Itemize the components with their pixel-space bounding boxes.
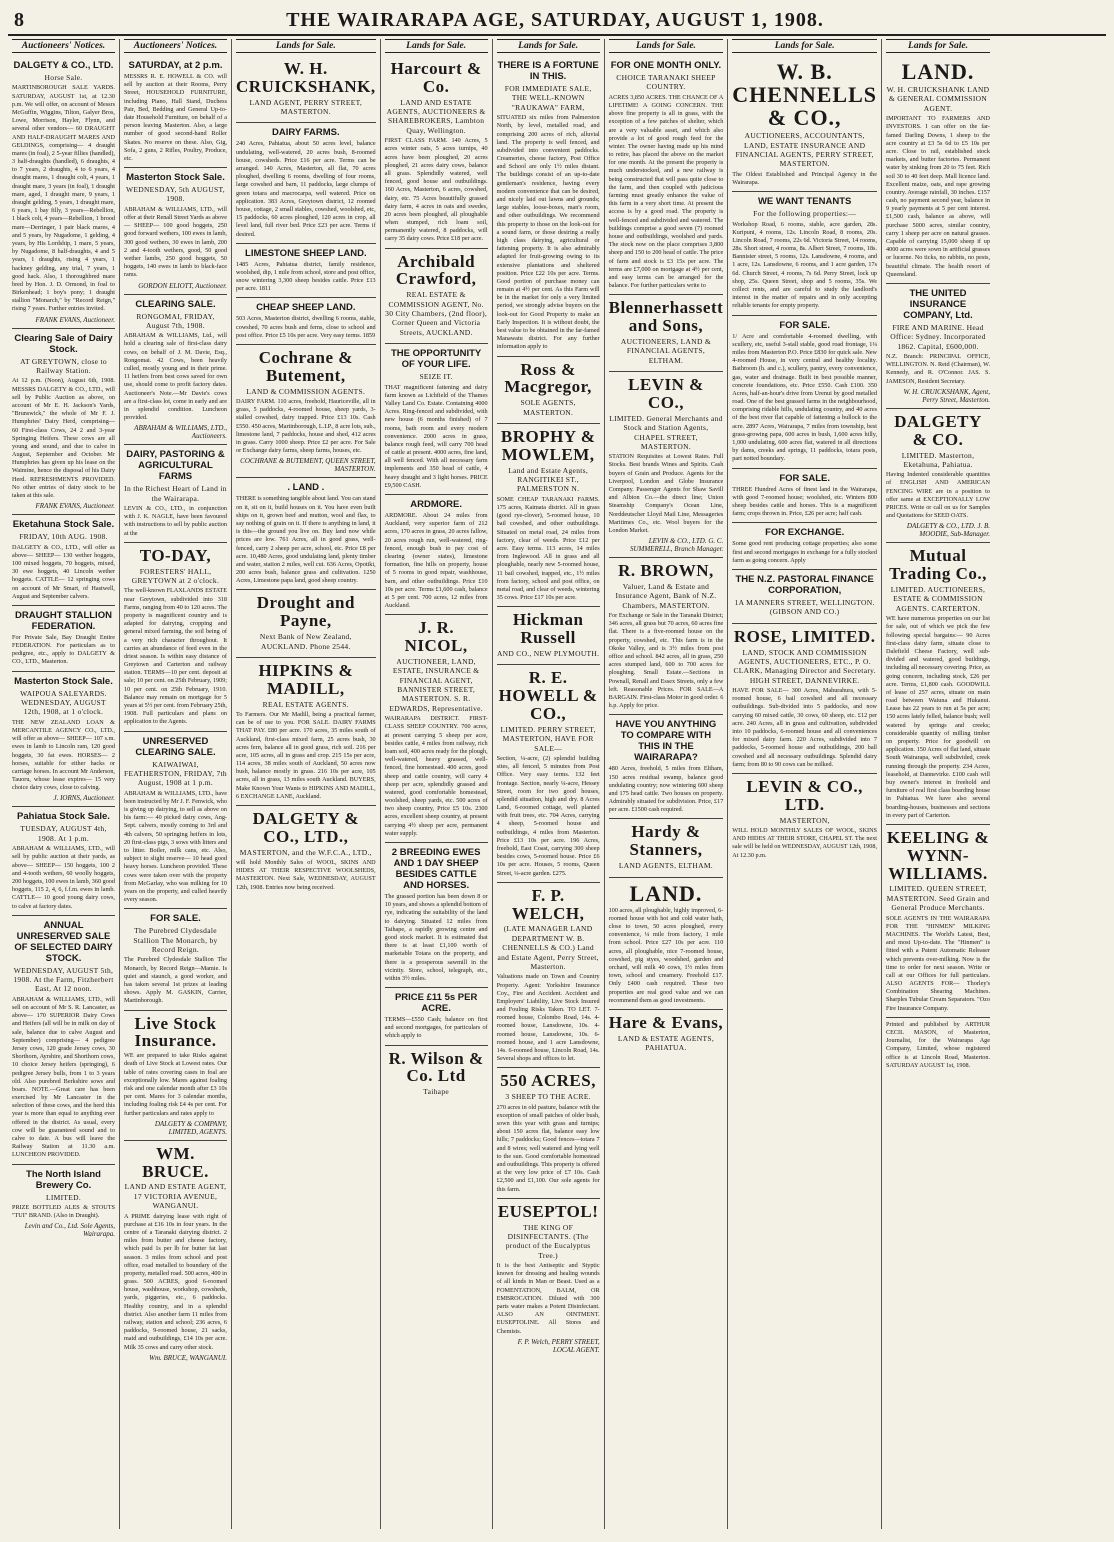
ad-body: IMPORTANT TO FARMERS AND INVESTORS. I can offer on the far-famed Darling Downs, 1 sheep to the acre country at £3 5s 6d to £5 10s per acre. Close to rail, established stock markets, and butter factories. Permanent water by sinking from 20 to 75 feet. Rich soil 30 to 40 feet deep. Mall licence land. Excellent maize, oats, and rape growing country. Average rainfall, 30 inches. £157 cash, no payment second year, balance in 9 yearly payments at 5 per cent interest. £1,500 cash, balance as above, will purchase 5000 acres, similar country, carry 1 sheep per acre on natural grasses. Capable of carrying 15,000 sheep if up 4000 acres were sown in artificial grasses or lucerne. No ticks, no rabbits, no pests, beautiful climate. The health resort of Queensland. (886, 115, 990, 278)
ad-subtitle: LIMITED. AUCTIONEERS, ESTATE & COMMISSION AGENTS. CARTERTON. (890, 585, 986, 613)
ad-body: 1485 Acres, Pahiatua district, family residence, woolshed, dip, 1 mile from school, store and post office, snow wintering 3,300 sheep besides cattle. Price £13 per acre. 1811 (235, 260, 376, 293)
column-3 (232, 39, 381, 1529)
ad-subtitle: The Purebred Clydesdale Stallion The Monarch, by Record Reign. (133, 926, 218, 955)
ad-signature: F. P. Welch, PERRY STREET, LOCAL AGENT. (517, 1337, 600, 1354)
ad-body: Section, ¼-acre, (2) splendid building sites, all fenced, 5 minutes from Post Office. Very easy terms. 132 feet frontage. Section, nearly ¼-acre, Hessey Street, room for two good houses, splendid situation, high and dry. 8 Acres Land, 6-roomed cottage, well planted with fruit trees, etc. 704 Acres, carrying 4 sheep, 5-roomed house and outbuildings, 4 miles from Masterton. Price £13 10s per acre. 196 Acres, freehold, East Coast, carrying 300 sheep besides cows, 5-roomed house. Price £6 10s per acre. Houses, 5 rooms, Queen Street, ¼-acre garden. £275. (496, 754, 600, 877)
advertisement (497, 883, 600, 1069)
advertisement (385, 249, 488, 345)
ad-title: Ross & Macgregor, (504, 359, 592, 397)
ad-body: ABRAHAM & WILLIAMS, LTD., have been instructed by Mr J. F. Fenwick, who is giving up dairying, to sell as above on his farm:— 40 picked dairy cows, Ang-Sept. calvers, mostly coming to 3rd and 4th calvers, 50 springing heifers in lots, 20 first-class pigs, 3 sows with litters and to litter. Boiler, milk cans, etc. Also, subject to slight reserve— 10 head good heavy horses. Luncheon provided. These cows were taken over with the property from McGarlay, who was milking for 10 years on the property, and culled heavily every season. (123, 789, 227, 904)
ad-subtitle: For the following properties:— (753, 209, 857, 219)
advertisement (732, 624, 877, 774)
ad-body: PRIZE BOTTLED ALES & STOUTS "TUI" BRAND. (Also in Draught). (12, 1203, 115, 1220)
ad-subtitle: LAND & COMMISSION AGENTS. (246, 386, 366, 396)
ad-body: LEVIN & CO., LTD., in conjunction with J. K. NAGLE, have been favoured with instructions to sell by public auction at the (123, 505, 227, 537)
ad-title: W. B. CHENNELLS & CO., (732, 59, 878, 131)
ad-subtitle: TUESDAY, AUGUST 4th, 1908. At 1 p.m. (20, 824, 107, 843)
ad-subtitle: WAIPOUA SALEYARDS. WEDNESDAY, AUGUST 12th, 1908, at 1 o'clock. (20, 688, 107, 717)
ad-title: J. R. NICOL, (404, 618, 468, 656)
advertisement (12, 916, 115, 1165)
ad-body: will hold Monthly Sales of WOOL, SKINS AND HIDES AT THEIR RESPECTIVE WOOLSHEDS, MASTERTON. Next Sale, WEDNESDAY, AUGUST 12th, 1908. Entries now being received. (235, 859, 376, 891)
ad-subtitle: WEDNESDAY, 5th AUGUST, 1908. (125, 185, 225, 204)
ad-subtitle: LIMITED. (45, 1192, 82, 1202)
column-heading: Auctioneers' Notices. (124, 39, 227, 53)
ad-subtitle: LIMITED. PERRY STREET, MASTERTON, HAVE FOR SALE— (500, 724, 596, 753)
ad-body: Some good rent producing cottage properties; also some first and second mortgages in exchange for a fully stocked farm as going concern. Apply (732, 540, 878, 564)
ad-subtitle: LAND AND ESTATE AGENTS, AUCTIONEERS & SHAREBROKERS, Lambton Quay, Wellington. (386, 97, 486, 135)
ad-title: KEELING & WYNN-WILLIAMS. (886, 827, 990, 883)
column-7 (728, 39, 882, 1529)
advertisement (732, 192, 877, 315)
ad-body: DAIRY FARM. 110 acres, freehold, Hauriceville, all in grass, 5 paddocks, 4-roomed house, sheep yards, 3-stalled cowshed, dairy trapped. Price £13 10s. Cash £550. 450 acres, Martinborough, L.I.P., 8 acre lots, sub., limestone land, 7 paddocks, house and shed, 412 acres in grass. Carry 1000 sheep. Price £2 per acre. For Sale or Exchange dairy farms, sheep farms, houses, etc. (235, 398, 376, 455)
advertisement (12, 606, 115, 672)
ad-title: EUSEPTOL! (497, 1201, 599, 1221)
ad-subtitle: MASTERTON, and the W.F.C.A., LTD., (239, 847, 372, 857)
advertisement (886, 284, 990, 409)
ad-title: FOR EXCHANGE. (765, 527, 845, 539)
ad-title: FOR SALE. (779, 472, 830, 484)
advertisement (124, 295, 227, 446)
ad-body: ABRAHAM & WILLIAMS, Ltd., will hold a clearing sale of first-class dairy cows, on behalf of J. M. Davie, Esq., Rongomai. 42 Cows, been heavily culled, mostly young and in their prime. 11 heifers from best cows saved for own use, should come to profit factory dates. Auctioneer's Note.—Mr Davie's cows are a first-class lot, come in early and are in splendid condition. Luncheon provided. (123, 332, 227, 422)
advertisement (732, 316, 877, 469)
advertisement (236, 345, 376, 478)
ad-subtitle: AT GREYTOWN, close to Railway Station. (20, 356, 107, 375)
ad-body: WILL HOLD MONTHLY SALES OF WOOL, SKINS AND HIDES AT THEIR STORE, CHAPEL ST. The next sale will be held on WEDNESDAY, AUGUST 12th, 1908, At 12.30 p.m. (732, 826, 878, 859)
ad-title: CHEAP SHEEP LAND. (256, 302, 356, 314)
ad-title: Blennerhassett and Sons, (608, 298, 724, 336)
advertisement (609, 715, 724, 819)
ad-title: Cochrane & Butement, (258, 348, 353, 385)
advertisement (385, 344, 488, 495)
ad-body: Printed and published by ARTHUR CECIL MASON, of Masterton, Journalist, for the Wairarapa Age Company, Limited, whose registered office is at Lincoln Road, Masterton. SATURDAY AUGUST 1st, 1908. (886, 1020, 990, 1069)
advertisement (124, 909, 227, 1010)
advertisement (609, 819, 724, 877)
ad-body: STATION Requisites at Lowest Rates. Full Stocks. Best brands Wines and Spirits. Cash buyers of Grain and Produce. Agents for the Liverpool, London and Globe Insurance Company. Passenger Agents for Shaw Savill and Albion Co.—the direct line; Union Steamship Company's Ocean Line, Norddeutscher Lloyd Mail Line, Messageries Maritimes Co., etc. Wool buyers for the London Market. (608, 453, 724, 534)
column-1 (8, 39, 120, 1529)
ad-body: For Private Sale, Bay Draught Entire FEDERATION. For particulars as to pedigree, etc., apply to DALGETY & CO., LTD., Masterton. (12, 633, 115, 666)
page-number: 8 (14, 8, 24, 31)
column-heading: Lands for Sale. (732, 39, 877, 53)
ad-subtitle: LAND & ESTATE AGENTS, PAHIATUA. (617, 1033, 715, 1053)
advertisement (886, 543, 990, 825)
advertisement (124, 1011, 227, 1141)
advertisement (497, 56, 600, 357)
column-heading: Lands for Sale. (236, 39, 376, 53)
ad-title: F. P. WELCH, (511, 885, 585, 923)
columns (8, 39, 1106, 1529)
advertisement (497, 424, 600, 607)
ad-subtitle: LAND AGENTS, ELTHAM. (618, 861, 713, 871)
ad-signature: Wm. BRUCE, WANGANUI. (149, 1353, 227, 1362)
ad-subtitle: LIMITED. Masterton, Eketahuna, Pahiatua. (901, 450, 975, 469)
advertisement (236, 806, 376, 896)
ad-body: Valuations made on Town and Country Property. Agent: Yorkshire Insurance Coy., Fire and Accident. Accident and Employers' Liability, Live Stock Insured and Fouling Risks Taken. TO LET. 7-roomed house, Colombo Road, 14s. 4-roomed house, Lansdowne, 10s. 4-roomed house, Lansdowne, 10s. 6-roomed house, and 1 acre Lansdowne, 14s. 6-roomed house, Lincoln Road, 14s. Several shops and offices to let. (496, 973, 600, 1063)
ad-title: 550 ACRES, (500, 1071, 596, 1091)
column-4 (381, 39, 493, 1529)
advertisement (124, 543, 227, 732)
ad-subtitle: SOLE AGENTS, MASTERTON. (520, 398, 576, 417)
ad-subtitle: LIMITED. QUEEN STREET, MASTERTON. Seed Grain and General Produce Merchants. (886, 884, 990, 913)
ad-title: PRICE £11 5s PER ACRE. (394, 992, 478, 1015)
ad-title: LIMESTONE SHEEP LAND. (245, 247, 367, 259)
ad-body: HAVE FOR SALE— 300 Acres, Mahurahura, with 5-roomed house, 6 bail cowshed and all necessary outbuildings. Sub-divided into 5 paddocks, and now carrying 60 mixed cattle, 30 cows, 60 sheep, etc. £12 per acre. 240 Acres, all in grass and cultivation, subdivided into 10 paddocks, 6-roomed house and all conveniences for mixed dairy farm. 220 Acres, subdivided into 7 paddocks, 5-roomed house and outbuildings, 200 ball cowshed and all necessary outbuildings. Splendid dairy farm; from 80 to 90 cows can be milked. (732, 687, 878, 768)
ad-title: DALGETY & CO., LTD. (13, 60, 114, 71)
ad-title: Hare & Evans, (608, 1012, 724, 1032)
ad-subtitle: MASTERTON, (779, 815, 830, 825)
ad-title: Clearing Sale of Dairy Stock. (14, 332, 113, 355)
advertisement (385, 56, 488, 249)
ad-title: THE N.Z. PASTORAL FINANCE CORPORATION, (735, 573, 874, 596)
advertisement (236, 56, 376, 123)
ad-title: Masterton Stock Sale. (126, 172, 225, 184)
ad-title: CLEARING SALE. (135, 298, 216, 310)
ad-signature: COCHRANE & BUTEMENT, QUEEN STREET, MASTERTON. (240, 457, 376, 474)
advertisement (385, 988, 488, 1046)
advertisement (236, 658, 376, 806)
ad-title: LEVIN & CO., LTD. (746, 776, 863, 814)
ad-body: WE have numerous properties on our list for sale, out of which we pick the few following special bargains:— 90 Acres first-class dairy farm, situate close to Dalefield Cheese Factory, well sub-divided and watered, good buildings, including all necessary covering. Price, as going concern, including stock, £26 per acre. Terms, £1,800 cash. GOODWILL of lease of 257 acres, situate on main road between Waiuna and Hukanui. Lease has 22 years to run at 5s per acre; 150 acres lately felled, balance bush; well watered by springs and creeks; considerable quantity of milling timber on property. Price for goodwill on application. 150 Acres of flat land, situate South Wairarapa, well subdivided, creek running through the property. 234 Acres, leasehold, at Dannevirke. £100 cash will buy owner's interest in freehold and furniture of real first class boarding house in Pahiatua. We have also several boarding-houses, businesses and sections in every part of Carterton. (886, 615, 990, 819)
advertisement (732, 774, 877, 864)
ad-title: Hardy & Stanners, (629, 822, 703, 860)
ad-title: LAND. (629, 880, 703, 906)
ad-body: The well-known FLAXLANDS ESTATE near Greytown, subdivided into 318 Farms, ranging from 40 to 120 acres. The property is magnificent country and is adapted for dairying, cropping and general mixed farming, the soil being of a very rich character throughout. It carries an abundance of feed even in the driest season. Is within easy distance of Greytown and Carterton and railway station. TERMS—10 per cent. deposit at sale; 10 per cent. on 25th February, 1909; 10 per cent. on 25th February, 1910. Balance may remain on mortgage for 5 years at 5½ per cent. from February 25th, 1908. Full particulars and plans on application to the Agents. (123, 587, 227, 726)
ad-title: WE WANT TENANTS (757, 196, 852, 208)
advertisement (236, 123, 376, 243)
advertisement (12, 56, 115, 329)
ad-title: Mutual Trading Co., (889, 546, 987, 584)
ad-body: THERE is something tangible about land. You can stand on it, sit on it, build houses on it. You have even built ships on it, grown beef and mutton, wool and flax, to say nothing of grain on it. If there is anything in land, it is this—the ground you live on. Buy land now while prices are low. 761 Acres, all in good grass, well-fenced, carry 2 sheep per acre, school, etc. Price £8 per acre. 10,480 Acres, good undulating land, plenty timber and water, station 2 miles, well cut. 636 Acres, Opotiki, 200 acres bush, balance grass and cultivation. 1250 Acres, Limestone papa land, good sheep country. (235, 495, 376, 585)
ad-body: THAT magnificent fattening and dairy farm known as Lichfield of the Thames Valley Land Co. Estate. Containing 4000 Acres. Ring-fenced and subdivided, with new house (6 months finished) of 7 rooms, bath room and every modern convenience. 2000 acres in grass, balance rough feed, will carry 700 head of cattle at present. 4000 acres, fine land, all well fenced. With all necessary farm implements and 350 head of cattle, 4 heavy draught and 3 light horses. PRICE £9,500 CASH. (384, 383, 488, 489)
ad-signature: GORDON ELIOTT, Auctioneer. (138, 281, 227, 290)
ad-body: THREE Hundred Acres of finest land in the Wairarapa, with good 7-roomed house; woolshed, etc. Winters 800 sheep besides cattle and horses. This is a magnificent farm; crops thrown in. Price, £26 per acre; half cash. (732, 485, 878, 518)
ad-body: DALGETY & CO., LTD., will offer as above— SHEEP— 130 wether hoggets, 100 mixed hoggets, 70 hoggets, mixed, 30 ewe hoggets, 40 Lincoln wether hoggets. CATTLE— 12 springing cows on account of Mr Smart, of Hastwell, August and September calvers. (12, 543, 115, 600)
advertisement (732, 570, 877, 624)
ad-signature: J. IORNS, Auctioneer. (53, 794, 115, 803)
advertisement (124, 56, 227, 168)
ad-subtitle: FOR IMMEDIATE SALE, THE WELL-KNOWN "RAUKAWA" FARM, (504, 84, 592, 112)
ad-body: A PRIME dairying lease with right of purchase at £16 10s in four years. In the centre of a Taranaki dairying district. 2 miles from butter and cheese factory, which paid 1s per lb for butter fat last season. 3 miles from school and post office, road metalled to boundary of the property, metalled road. 500 acres, 400 in grass. 500 ACRES, good 6-roomed house, washhouse, workshop, cowsheds, yards, piggeries, etc., 6 paddocks. Healthy country, and in a splendid district. Also another farm 11 miles from railway, station and school; 236 acres, 6 paddocks, 9-roomed house, 21 sacks, maid and outbuildings, £14 10s per acre. Milk 35 cows and carry other stock. (123, 1212, 227, 1351)
ad-title: THERE IS A FORTUNE IN THIS. (497, 60, 599, 82)
ad-body: MARTINBOROUGH SALE YARDS. SATURDAY, AUGUST 1st, at 12.30 p.m. We will offer, on account of Messrs McGuffin, Wiggins, Tilton, Galyer Bros, Lowe, Morrison, Hayler, Flynn, and several other vendors— 60 DRAUGHT AND HALF-DRAUGHT MARES AND GELDINGS, comprising— 4 draught mares (in foal), 2 5-year fillies (handled), 3 half-draughts (handled), 6 draughts, 4 to 7 years, 2 draughts, 4 to 6 years, 4 draught mares, 1 draught colt, 4 years, 1 draught mare, 3 years (in foal), 1 draught mare, aged, 1 draught mare, 9 years, 1 draught gelding, 5 years, 1 draught mare, 6 years, 1 bay filly, 3 years—Rebellion, 1 black colt, 4 years—Rebellion, 1 brood mare—Derringer, 1 pair black mares, 4 and 5 years, by Nugadome, 1 gelding, 4 years, by His Lordship, 1 mare, 5 years, by Nugadome, 8 half-draughts, 4 and 5 years, 1 draughts, rising 4 years, 1 hackney gelding, any trial, 7 years, 1 good hack. Also, 1 thoroughbred mare bred by Hon. J. D. Ormond, in foal to Birkenhead; 1 boy's pony; 1 draught stallion "Monarch," by "Record Reign," rising 7 years. Further entries invited. (12, 84, 115, 313)
advertisement (385, 495, 488, 615)
advertisement (609, 1010, 724, 1059)
advertisement (124, 445, 227, 543)
ad-body: MESSRS R. E. HOWELL & CO. will sell by auction at their Rooms, Perry Street, HOUSEHOLD FURNITURE, including Piano, Hall Stand, Duchess Pair, Bed, Bedding and General Up-to-date Household Furniture, on behalf of a person leaving Masterton. Also, a large number of good second-hand Roller Skates. No reserve on these. Also, Gig, Sofa, 2 guns, 2 Rifles, Poultry, Produce, etc. (123, 73, 227, 162)
ad-body: 480 Acres, freehold, 5 miles from Eltham, 150 acres residual swamp, balance good undulating country; now wintering 600 sheep and 175 head cattle. Two houses on property. Admirably situated for subdivision. Price, £17 per acre. £1500 cash required. (608, 765, 724, 814)
advertisement (236, 590, 376, 657)
ad-title: SATURDAY, at 2 p.m. (128, 60, 223, 71)
ad-subtitle: Land and Estate Agents, RANGITIKEI ST., PALMERSTON N. (508, 465, 589, 494)
advertisement (497, 1068, 600, 1198)
ad-title: Hickman Russell (512, 610, 584, 648)
column-heading: Lands for Sale. (385, 39, 488, 53)
advertisement (732, 56, 877, 192)
ad-title: TO-DAY, (139, 545, 212, 565)
ad-signature: ABRAHAM & WILLIAMS, LTD., Auctioneers. (134, 424, 227, 441)
ad-subtitle: AUCTIONEERS, LAND & FINANCIAL AGENTS, ELTHAM. (620, 336, 711, 365)
advertisement (497, 357, 600, 424)
ad-title: ARDMORE. (410, 499, 462, 510)
ad-subtitle: REAL ESTATE AGENTS. (262, 699, 349, 709)
ad-title: R. E. HOWELL & CO., (498, 668, 598, 723)
ad-body: WE are prepared to take Risks against death of Live Stock at Lowest rates. Our table of rates covering cases in foal are exceptionally low. Mares against foaling risk and one calendar month after £3 10s per cent. Mares for 3 calendar months, including foaling risk £4 4s per cent. For further particulars and rates apply to (123, 1052, 227, 1117)
ad-body: TERMS—£550 Cash; balance on first and second mortgages, for particulars of which apply to (384, 1016, 488, 1040)
ad-title: WM. BRUCE. (142, 1143, 209, 1181)
advertisement (732, 523, 877, 570)
ad-title: DAIRY, PASTORING & AGRICULTURAL FARMS (126, 449, 225, 483)
ad-title: ANNUAL UNRESERVED SALE OF SELECTED DAIRY STOCK. (14, 919, 113, 964)
ad-subtitle: (LATE MANAGER LAND DEPARTMENT W. B. CHENNELLS & CO.) Land and Estate Agent, Perry Street, Masterton. (497, 924, 599, 971)
ad-title: Archibald Crawford, (395, 251, 477, 289)
newspaper-title: THE WAIRARAPA AGE, SATURDAY, AUGUST 1, 1908. (286, 8, 824, 31)
column-8 (882, 39, 994, 1529)
ad-signature: Levin and Co., Ltd. Sole Agents, Wairarapa. (24, 1222, 115, 1239)
ad-subtitle: LAND AGENT, PERRY STREET, MASTERTON. (249, 97, 363, 117)
ad-title: LEVIN & CO., (628, 375, 704, 412)
advertisement (12, 515, 115, 606)
ad-subtitle: 1A MANNERS STREET, WELLINGTON. (GIBSON AND CO.) (734, 597, 875, 617)
ad-title: HAVE YOU ANYTHING TO COMPARE WITH THIS IN THE WAIRARAPA? (615, 719, 717, 764)
advertisement (236, 298, 376, 345)
advertisement (385, 615, 488, 843)
advertisement (497, 665, 600, 882)
ad-body: THE NEW ZEALAND LOAN & MERCANTILE AGENCY CO., LTD., will offer as above— SHEEP— 107 s.m. ewes in lamb to Lincoln ram, 120 good hoggets, 30 fat ewes. HORSES— 2 horses, suitable for either hacks or carriage horses. In account Mr Anderson, Tauoru, whose lease expires— 15 very choice dairy cows, close to calving. (12, 718, 115, 792)
column-6 (605, 39, 729, 1529)
ad-body: Having Indented considerable quantities of ENGLISH AND AMERICAN FENCING WIRE are in a position to offer same at EXCEPTIONALLY LOW PRICES. Write or call on us for Samples and Quotations for SEED OATS. (886, 471, 990, 520)
ad-title: R. BROWN, (618, 561, 714, 581)
ad-body: 240 Acres, Pahiatua, about 50 acres level, balance undulating, well-watered, 20 acres bush, 8-roomed house, cowsheds. Price £16 per acre. Terms can be arranged. 140 Acres, Masterton, all flat, 70 acres ploughed, dwelling 6 rooms, dwelling of four rooms, large cowshed and barn, 11 paddocks, large clumps of green totara and macrocarpa, well watered. Price on application. 383 Acres, Greytown district, 12 roomed house, cottage, 2 small stables, cowshed, woolshed, etc, 15 paddocks, 60 acres ploughed, 120 acres in crop, all level land, full river bed. Price £23 per acre. Terms if desired. (235, 140, 376, 238)
ad-subtitle: AUCTIONEER, LAND, ESTATE, INSURANCE & FINANCIAL AGENT, BANNISTER STREET, MASTERTON. S. R. EDWARDS, Representative. (389, 656, 483, 713)
advertisement (124, 1141, 227, 1366)
advertisement (236, 244, 376, 299)
ad-body: Workshop Road, 6 rooms, stable, acre garden, 28s. Kuripuni, 4 rooms, 12s. Lincoln Road, 8 rooms, 20s. Lincoln Road, 7 rooms, 22s 6d. Victoria Street, 14 rooms, 28s. Short street, 4 rooms, 8s. Albert Street, 7 rooms, 18s. Bannister street, 5 rooms, 12s. Lansdowne, 4 rooms, and 1 acre, 12s. Lansdowne, 6 rooms, and 1 acre garden, 17s 6d. Church Street, 4 rooms, 7s 6d. Perry Street, lock up shop, 25s. Queen Street, shop and 5 rooms, 35s. We collect rents, and are careful to study the landlord's interest in the matter of repairs and in only accepting reliable tenants for empty property. (732, 220, 878, 310)
ad-title: ROSE, LIMITED. (733, 626, 876, 646)
ad-body: 1/ Acre and comfortable 4-roomed dwelling, with scullery, etc, useful 3-stall stable, good road frontage, 1¼ miles from Masterton P.O. Price £830 for quick sale. New 4-roomed House, in very central and healthy locality. Bathroom (h. and c.), scullery, pantry, every convenience, gas, water and drainage. Built in best possible manner, concrete foundations, etc. Price £550. Cash £100. 350 Acres, half-an-hour's drive from Urenui by good metalled road. One of the best grassed farms in the neighbourhood, comprising ridable hills, undulating country, and 40 acres of the best river flat capable of fattening a bullock to the acre. 2897 Acres, Wairarapa, 7 miles from township, best grass-growing papa, 600 acres in bush, 1,600 acres hilly, 1,000 undulating, 600 acres flat, watered in all directions by dams, creeks and springs, 11 paddocks, totara posts, part notted boundary. (732, 332, 878, 463)
ad-title: DALGETY & CO. (894, 411, 982, 449)
ad-body: ACRES 3,850 ACRES. THE CHANCE OF A LIFETIME! A GOING CONCERN. THE above fine property is all in grass, with the exception of a few patches of shelter, which are a very valuable asset, and which also provide a lot of good rough feed for the winter. The owner having made up his mind to retire, has placed the above on the market for one month. At the present the property is much understocked, and a new railway is being constructed that will pass quite close to the farm, and then coupled with judicious farming must greatly enhance the value of this farm in a very short time. At present the access is by a good road. The property is well-fenced and subdivided and watered. The buildings comprise a good seven (7) roomed house and outbuildings, woolshed and yards. The stock now on the place comprises 3,800 sheep and 150 to 200 head of cattle. The price of farm and stock is £3 15s per acre. The terms are £7,000 on mortgage at 4½ per cent, and easy terms can be arranged for the balance. For further particulars write to (608, 93, 724, 290)
advertisement (497, 1199, 600, 1358)
ad-signature: LEVIN & CO., LTD. G. C. SUMMERELL, Branch Manager. (629, 537, 724, 554)
advertisement (609, 295, 724, 372)
ad-body: N.Z. Branch: PRINCIPAL OFFICE, WELLINGTON. N. Reid (Chairman), W. Kennedy, and R. O'Connor. JAS. S. JAMESON, Resident Secretary. (886, 353, 990, 385)
advertisement (609, 56, 724, 295)
ad-subtitle: SEIZE IT. (419, 372, 453, 382)
ad-subtitle: 3 SHEEP TO THE ACRE. (505, 1092, 591, 1102)
ad-title: LAND. (901, 59, 975, 84)
advertisement (886, 409, 990, 544)
ad-subtitle: KAIWAIWAI, FEATHERSTON, FRIDAY, 7th August, 1908 at 1 p.m. (124, 759, 227, 788)
ad-title: Drought and Payne, (256, 593, 355, 631)
ad-title: DRAUGHT STALLION FEDERATION. (15, 609, 112, 632)
column-heading: Lands for Sale. (497, 39, 600, 53)
advertisement (385, 1046, 488, 1103)
advertisement (497, 607, 600, 665)
advertisement (732, 469, 877, 524)
ad-title: DALGETY & CO., LTD., (252, 809, 359, 846)
ad-title: Pahiatua Stock Sale. (17, 811, 110, 823)
advertisement (124, 168, 227, 294)
ad-subtitle: Valuer, Land & Estate and Insurance Agent, Bank of N.Z. Chambers, MASTERTON. (615, 581, 717, 610)
column-5 (493, 39, 605, 1529)
ad-subtitle: W. H. CRUICKSHANK LAND & GENERAL COMMISSION AGENT. (886, 85, 990, 113)
advertisement (12, 807, 115, 915)
ad-body: ABRAHAM & WILLIAMS, LTD., will sell by public auction at their yards, as above— SHEEP— 150 hoggets, 100 2 and 4-tooth wethers, 60 woolly hoggets, 200 hoggets, 100 ewes in lamb, 360 good hoggets, 115 2, 4, 6, f.f.m. ewes in lamb. CATTLE— 10 good young dairy cows, to calve at factory dates. (12, 845, 115, 910)
ad-title: FOR SALE. (150, 913, 201, 925)
ad-signature: DALGETY & CO., LTD. J. B. MOODIE, Sub-Manager. (906, 522, 990, 539)
ad-title: FOR ONE MONTH ONLY. (610, 60, 722, 71)
advertisement (12, 672, 115, 808)
ad-subtitle: FIRE AND MARINE. Head Office: Sydney. Incorporated 1862. Capital, £600,000. (890, 322, 986, 351)
ad-subtitle: In the Richest Heart of Land in the Wairarapa. (124, 484, 227, 503)
ad-signature: DALGETY & COMPANY, LIMITED, AGENTS. (154, 1119, 227, 1136)
ad-subtitle: Taihape (423, 1087, 449, 1097)
ad-title: W. H. CRUICKSHANK, (235, 59, 376, 96)
ad-body: SOME CHEAP TARANAKI FARMS. 175 acres, Kaimata district. All in grass (good rye-clover), 5-roomed house, 10 bail cowshed, and other outbuildings. Situated on metal road, 24 miles from factory, clear of weeds. Price £12 per acre. Easy terms. 113 acres, 14 miles from Inglewood. All in grass and all ploughable, nearly new 5-roomed house, 11 bail cowshed, trapped, etc., 1½ miles from factory, school and post office, on metal road, and clear of weeds, wintering 35 cows. Price £17 10s per acre. (496, 495, 600, 602)
ad-body: At 12 p.m. (Noon), August 6th, 1908. MESSRS DALGETY & CO., LTD., will sell by Public Auction as above, on account of Mr E. H. Jackson's Yards, "Brunswick," the whole of Mr F. J. Humphries' Dairy Herd, comprising— 60 First-class Cows, 24 2 and 3-year Springing Heifers. These cows are all young and sound, and due to calve in August, September and October. Mr Humphries has given up his lease on the Waimine, hence the disposal of his Dairy Herd. REFRESHMENTS PROVIDED. No other entries of dairy stock to be taken at this sale. (12, 377, 115, 499)
ad-title: HIPKINS & MADILL, (258, 660, 354, 698)
ad-body: 100 acres, all ploughable, highly improved, 6-roomed house with hot and cold water bath, close to town, 50 acres ploughed, every convenience, ¼ mile from factory, 1 mile from school. Price £27 10s per acre. 110 acres, all ploughable, nice 7-roomed house, cowshed, pig styes, woodshed, garden and orchard, will milk 40 cows, 1½ miles from town, school and creamery. Freehold £17. Only £400 cash required. These two properties are real good value and we can recommend them as good investments. (608, 906, 724, 1004)
ad-body: For Exchange or Sale in the Taranaki District; 346 acres, all grass but 70 acres, 60 acres fine flat. There is a five-roomed house on the property, cowshed, etc. This farm is in the Okoke Valley, and is 3½ miles from post office and school. 842 acres, all in grass, 250 acres stumped land, 600 to 700 acres for ploughing. Small Estate.—Sections in Pownall, Renall and Essex Streets, only a few left. Reasonable Prices. FOR SALE—A BARGAIN. First-class Motor in good order. 6 h.p. Apply for price. (608, 612, 724, 710)
ad-title: FOR SALE. (779, 319, 830, 331)
advertisement (886, 56, 990, 284)
ad-title: . LAND . (287, 482, 325, 494)
ad-body: FIRST CLASS FARM. 140 Acres, 5 acres winter oats, 5 acres turnips, 40 acres have been ploughed, 20 acres ploughed, 21 acres dairy cows, balance all grass. Splendidly watered, well fenced, good house and outbuildings. 160 Acres, Masterton, 6 acres, cowshed, dairy, etc. 75 Acres beautifully grassed dairy farm, 4 acres in oats and swedes, 20 acres been ploughed, all ploughable when stumped, rich loam soil, permanently watered, 8 paddocks, will carry 35 dairy cows. Price £18 per acre. (384, 137, 488, 243)
ad-body: WAIRARAPA DISTRICT. FIRST-CLASS SHEEP COUNTRY. 700 acres, at present carrying 5 sheep per acre, besides cattle, 4 miles from railway, rich loam soil, 400 acres ready for the plough, well-watered, heavy grassed, well-fenced, fine homestead. 400 acres, good sheep and cattle country, will carry 4 sheep per acre, splendidly grassed and watered, good comfortable homestead, woolshed, sheep yards, etc. 500 acres of two sheep country, Price £5 10s. 2300 acres, excellent sheep country, at present carrying 4½ sheep per acre, permanent water supply. (384, 715, 488, 837)
ad-subtitle: AUCTIONEERS, ACCOUNTANTS, LAND, ESTATE INSURANCE AND FINANCIAL AGENTS, PERRY STREET, MASTERTON. (735, 131, 874, 169)
ad-subtitle: LAND AND ESTATE AGENT, 17 VICTORIA AVENUE, WANGANUI. (124, 1182, 227, 1211)
advertisement (385, 843, 488, 988)
ad-title: BROPHY & MOWLEM, (500, 427, 596, 464)
ad-title: THE UNITED INSURANCE COMPANY, Ltd. (903, 287, 973, 321)
ad-signature: FRANK EVANS, Auctioneer. (35, 502, 115, 511)
column-2 (120, 39, 232, 1529)
ad-title: Eketahuna Stock Sale. (12, 519, 115, 531)
ad-subtitle: Next Bank of New Zealand, AUCKLAND. Phone 2544. (259, 632, 352, 651)
ad-body: ABRAHAM & WILLIAMS, LTD., will sell on account of Mr S. R. Lancaster, as above— 170 SUPERIOR Dairy Cows and Heifers (all will be in milk on day of sale, balance due to calve August and September) comprising— 4 pedigree Jersey cows, 120 grade Jersey cows, 30 Shorthorn, Ayrshire, and Shorthorn cows, 10 choice Jersey heifers (springing), 6 pedigree Jersey bulls, from 1 to 3 years old. Also purebred Berkshire sows and boars. NOTE.—Great care has been exercised by Mr Lancaster in the selection of these cows, and the herd this year is more than equal to anything ever offered in the district. As usual, every cow will be guaranteed sound and to calve to date. A bus will leave the Railway Station at 11.30 a.m. LUNCHEON PROVIDED. (12, 995, 115, 1159)
column-heading: Lands for Sale. (886, 39, 990, 53)
ad-subtitle: RONGOMAI, FRIDAY, August 7th, 1908. (136, 311, 215, 330)
column-heading: Auctioneers' Notices. (12, 39, 115, 53)
ad-body: ABRAHAM & WILLIAMS, LTD., will offer at their Renall Street Yards as above— SHEEP— 100 good hoggets, 250 good forward wethers, 100 ewes in lamb, 300 good wethers, 30 ewes in lamb, 200 2 and 4-tooth wethers, good, 50 good wether lambs, 250 good hoggets, 50 hoggets, 140 ewes in lamb to black-face rams. (123, 205, 227, 279)
ad-title: Masterton Stock Sale. (14, 675, 113, 687)
ad-subtitle: WEDNESDAY, AUGUST 5th, 1908. At the Farm, Fitzherbert East, At 12 noon. (13, 965, 114, 994)
ad-title: UNRESERVED CLEARING SALE. (135, 735, 216, 758)
ad-subtitle: AND CO., NEW PLYMOUTH. (496, 648, 600, 658)
advertisement (236, 478, 376, 590)
advertisement (12, 1165, 115, 1243)
ad-title: THE OPPORTUNITY OF YOUR LIFE. (391, 348, 482, 371)
ad-title: Harcourt & Co. (390, 59, 482, 96)
ad-body: It is the best Antiseptic and Styptic known for dressing and healing wounds of all kinds in Man or Beast. Used as a FOMENTATION, BALM, OR EMBROCATION. Diluted with 300 parts water makes a Potent Disinfectant. ALSO AN OINTMENT. EUSEPTOLINE. All Stores and Chemists. (496, 1262, 600, 1335)
ad-subtitle: CHOICE TARANAKI SHEEP COUNTRY. (616, 73, 716, 92)
ad-body: SITUATED six miles from Palmerston North, by level, metalled road, and comprising 200 acres of rich, alluvial land. The property is well fenced, and subdivided into convenient paddocks. Creameries, cheese factory, Post Office and School are only 1½ miles distant. The buildings consist of an up-to-date gentleman's residence, having every modern convenience that can be desired, and nicely laid out lawns and grounds; large stables, loose-boxes, man's room, and other outbuildings. We recommend this property to those on the look-out for a sound farm, or those desiring a really high class dairying, agricultural or fattening property. It is also admirably adapted for fruit-growing owing to its extensive plantations and sheltered position. Price £22 10s per acre. Terms. Good portion of purchase money can remain at 4½ per cent. As this Farm will be in the market for only a very limited period, we strongly advise buyers on the look-out for Good Property to make an Early Inspection. It is without doubt, the best value to be obtained in the far-famed Manawatu district. For any further information apply to (496, 114, 600, 351)
ad-title: Live Stock Insurance. (134, 1013, 217, 1051)
advertisement (12, 329, 115, 516)
ad-subtitle: THE KING OF DISINFECTANTS. (The product of the Eucalyptus Tree.) (505, 1222, 591, 1260)
ad-body: To Farmers. Our Mr Madill, being a practical farmer, can be of use to you. FOR SALE. DAIRY FARMS THAT PAY. £80 per acre. 170 acres, 35 miles south of Auckland, first-class mixed farm, 25 acres bush, 30 acres fern, balance all in good grass, rich soil. 216 per acre, 105 acres, all in grass and crop. 215 15s per acre, 114 acres, 38 miles south of Auckland, 50 acres now bush, balance mostly in grass. 216 10s per acre, 105 acres, all in grass, 13 miles south Auckland. BUYERS, Make Known Your Wants to HIPKINS AND MADILL, 6 EXCHANGE LANE, Auckland. (235, 710, 376, 800)
ad-subtitle: Horse Sale. (44, 73, 83, 82)
masthead (8, 6, 1106, 36)
advertisement (609, 558, 724, 715)
ad-body: ARDMORE. About 24 miles from Auckland, very superior farm of 212 acres, 170 acres in grass, 20 acres fallow, 20 acres rough run, well-watered, ring-fenced, enough bush to pay cost of clearing (owner states), limestone formation, fine hills on property, house of 5 rooms in good repair, washhouse, barn, and other outbuildings. Price £10 10s per acre. Terms £1,600 cash, balance at 5 per cent. 700 acres, 12 miles from Auckland. (384, 512, 488, 610)
ad-body: The Purebred Clydesdale Stallion The Monarch, by Record Reign—Mamie. Is quiet and staunch, a good worker, and has taken several 1st prizes at leading shows. Apply M. GASKIN, Carrier, Martinborough. (123, 956, 227, 1005)
ad-subtitle: REAL ESTATE & COMMISSION AGENT, No. 30 City Chambers, (2nd floor), Corner Queen and Victoria Streets, AUCKLAND. (385, 290, 488, 337)
ad-subtitle: LAND, STOCK AND COMMISSION AGENTS, AUCTIONEERS, ETC., P. O. CLARK, Managing Director and Secretary. HIGH STREET, DANNEVIRKE. (733, 647, 876, 685)
advertisement (609, 372, 724, 558)
ad-title: 2 BREEDING EWES AND 1 DAY SHEEP BESIDES CATTLE AND HORSES. (391, 847, 481, 891)
ad-title: The North Island Brewery Co. (26, 1168, 101, 1191)
ad-body: SOLE AGENTS IN THE WAIRARAPA FOR THE "HINMEN" MILKING MACHINES. The World's Latest, Best, and most Up-to-date. The "Hinmen" is fitted with a Patent Automatic Releaser which prevents over-milking. Now is the time to order for next season. Write or call at our Offices for full particulars. ALSO AGENTS FOR— Thorley's Combination Shearing Machines. Sharples Tubular Cream Separators. "Ozo Fire Insurance Company. (886, 914, 990, 1012)
advertisement (886, 825, 990, 1018)
advertisement (124, 732, 227, 910)
ad-subtitle: LIMITED. General Merchants and Stock and Station Agents, CHAPEL STREET, MASTERTON. (609, 413, 723, 451)
ad-title: DAIRY FARMS. (272, 127, 340, 139)
ad-signature: FRANK EVANS, Auctioneer. (35, 315, 115, 324)
ad-body: The Oldest Established and Principal Agency in the Wairarapa. (732, 170, 878, 186)
advertisement (886, 1018, 990, 1074)
advertisement (609, 878, 724, 1010)
ad-subtitle: FORESTERS' HALL, GREYTOWN at 2 o'clock. (131, 566, 220, 586)
ad-body: 503 Acres, Masterton district, dwelling 6 rooms, stable, cowshed, 70 acres bush and ferns, close to school and post office. Price £5 10s per acre. Very easy terms. 1859 (235, 315, 376, 339)
ad-title: R. Wilson & Co. Ltd (388, 1048, 484, 1086)
ad-subtitle: FRIDAY, 10th AUG. 1908. (19, 532, 108, 542)
ad-body: The grassed portion has been down 8 or 10 years, and shows a splendid bottom of rye, indicating the suitability of the land to dairying. Situated 12 miles from Taihape, a rapidly growing centre and good stock market. It is estimated that there is at least £1,100 worth of marketable Totara on the property, and there is a prosperous sawmill in the vicinity. Store, school, telegraph, etc., within 3½ miles. (384, 893, 488, 982)
ad-body: 270 acres in old pasture, balance with the exception of small patches of older bush, sown this year with grass and turnips; about 150 acres flat, balance easy low hills; 7 paddocks; Good fences—totara 7 and 8 wires; well watered and lying well to the sun. Good comfortable homestead and outbuildings. This property is offered at the very low price of £7 10s. Cash £2,500 and £1,100. Our sole agents for this farm. (496, 1103, 600, 1193)
column-heading: Lands for Sale. (609, 39, 724, 53)
ad-signature: W. H. CRUICKSHANK, Agent, Perry Street, Masterton. (903, 387, 990, 404)
